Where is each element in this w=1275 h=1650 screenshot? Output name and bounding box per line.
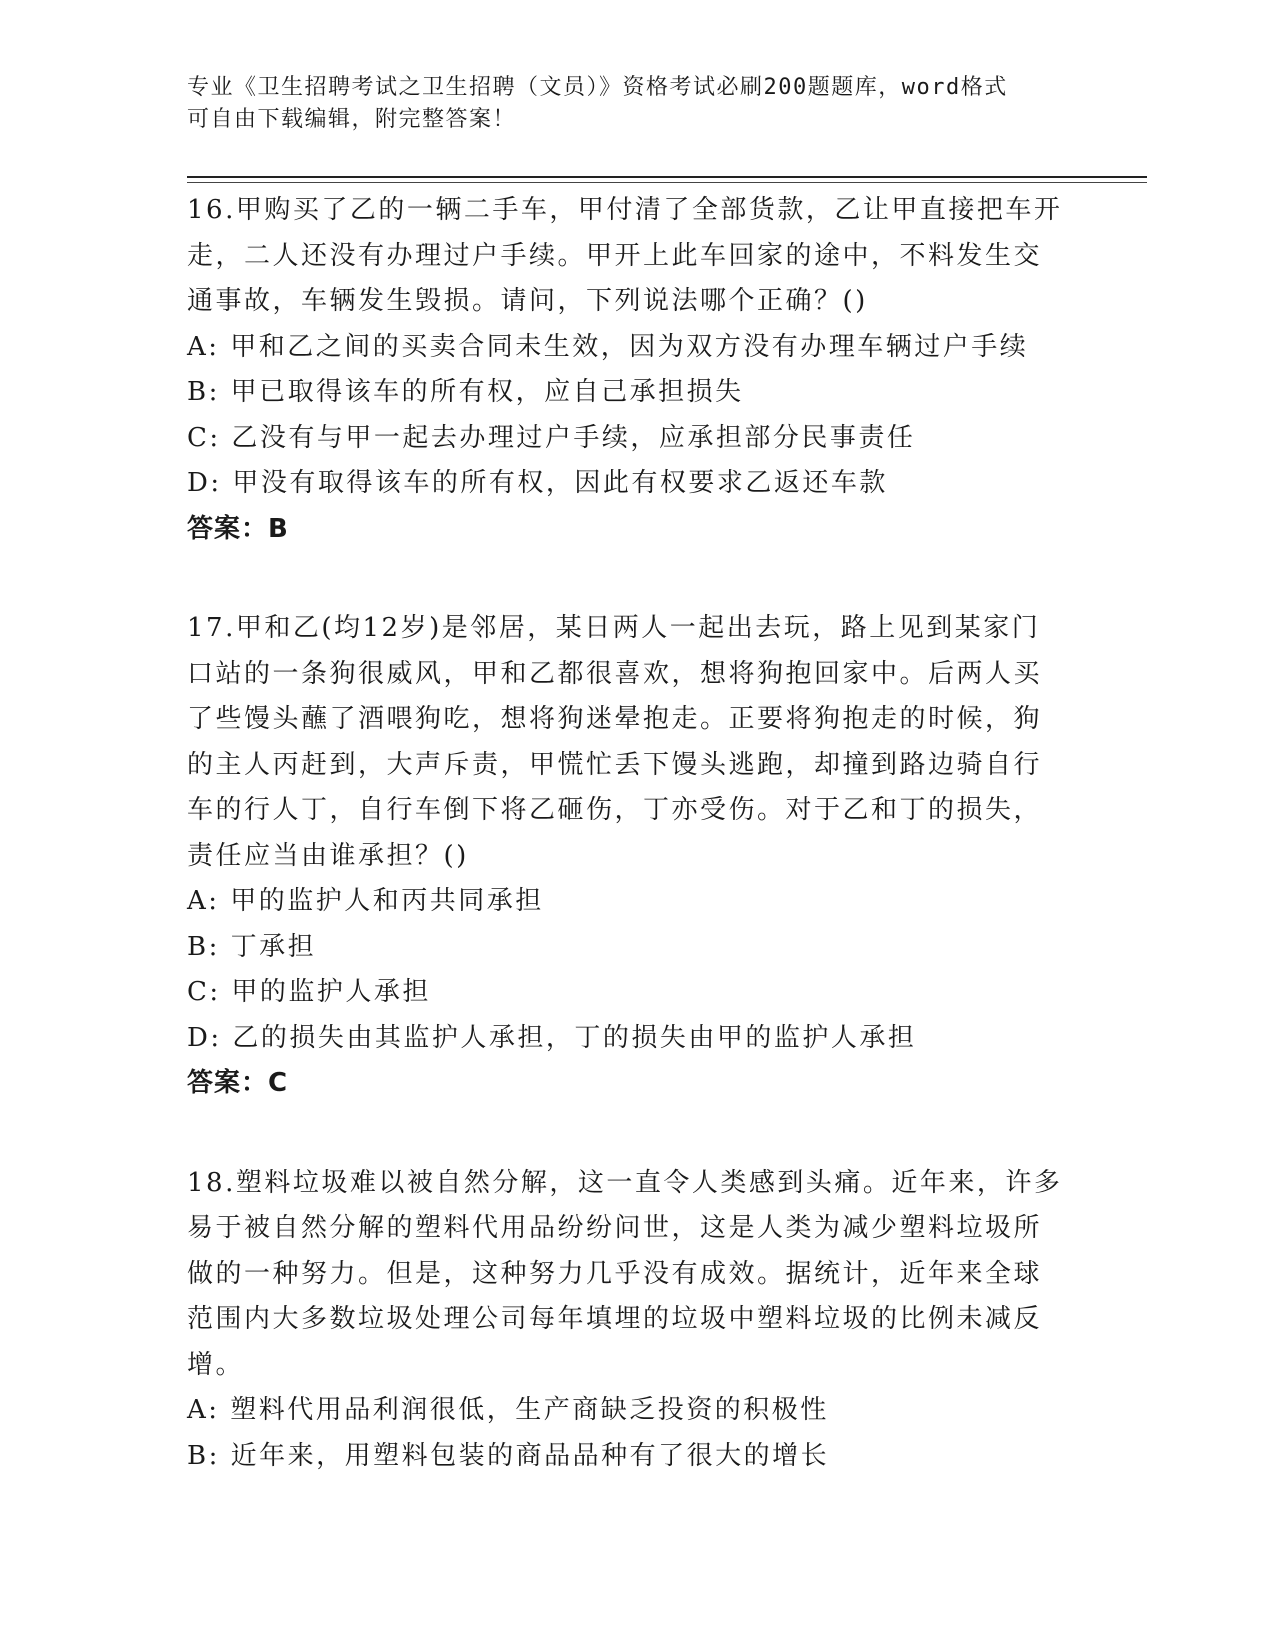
option-b: B: 甲已取得该车的所有权，应自己承担损失 — [187, 377, 744, 407]
question-text-line: 了些馒头蘸了酒喂狗吃，想将狗迷晕抱走。正要将狗抱走的时候，狗 — [187, 704, 1043, 734]
question-18 — [187, 1161, 1087, 1480]
question-text-line: 易于被自然分解的塑料代用品纷纷问世，这是人类为减少塑料垃圾所 — [187, 1213, 1043, 1243]
option-d: D: 甲没有取得该车的所有权，因此有权要求乙返还车款 — [187, 468, 888, 498]
answer-label: 答案：C — [187, 1068, 289, 1098]
question-text-line: 责任应当由谁承担？() — [187, 840, 469, 871]
question-text-line: 17.甲和乙(均12岁)是邻居，某日两人一起出去玩，路上见到某家门 — [187, 613, 1041, 643]
option-c: C: 乙没有与甲一起去办理过户手续，应承担部分民事责任 — [187, 422, 916, 453]
header-divider-thin — [187, 182, 1147, 183]
question-text-line: 16.甲购买了乙的一辆二手车，甲付清了全部货款，乙让甲直接把车开 — [187, 195, 1063, 225]
question-text-line: 走，二人还没有办理过户手续。甲开上此车回家的途中，不料发生交 — [187, 240, 1043, 271]
header-divider-thick — [187, 176, 1147, 178]
question-text-line: 18.塑料垃圾难以被自然分解，这一直令人类感到头痛。近年来，许多 — [187, 1167, 1063, 1198]
header-line-1: 专业《卫生招聘考试之卫生招聘（文员）》资格考试必刷200题题库，word格式 — [187, 75, 1008, 100]
question-text-line: 的主人丙赶到，大声斥责，甲慌忙丢下馒头逃跑，却撞到路边骑自行 — [187, 749, 1043, 780]
option-d: D: 乙的损失由其监护人承担，丁的损失由甲的监护人承担 — [187, 1022, 917, 1053]
option-c: C: 甲的监护人承担 — [187, 977, 431, 1007]
question-text-line: 口站的一条狗很威风，甲和乙都很喜欢，想将狗抱回家中。后两人买 — [187, 658, 1043, 689]
document-header — [187, 72, 1087, 136]
option-a: A: 甲的监护人和丙共同承担 — [187, 886, 544, 916]
question-text-line: 做的一种努力。但是，这种努力几乎没有成效。据统计，近年来全球 — [187, 1258, 1043, 1289]
question-text-line: 增。 — [187, 1349, 245, 1380]
question-17 — [187, 606, 1087, 1107]
question-list — [187, 188, 1087, 1533]
option-a: A: 塑料代用品利润很低，生产商缺乏投资的积极性 — [187, 1395, 829, 1425]
question-text-line: 车的行人丁，自行车倒下将乙砸伤，丁亦受伤。对于乙和丁的损失， — [187, 795, 1043, 825]
option-b: B: 丁承担 — [187, 931, 317, 962]
option-a: A: 甲和乙之间的买卖合同未生效，因为双方没有办理车辆过户手续 — [187, 331, 1029, 362]
question-text-line: 通事故，车辆发生毁损。请问，下列说法哪个正确？() — [187, 286, 868, 316]
option-b: B: 近年来，用塑料包装的商品品种有了很大的增长 — [187, 1440, 830, 1471]
answer-label: 答案：B — [187, 513, 289, 544]
question-16 — [187, 188, 1087, 552]
header-line-2: 可自由下载编辑，附完整答案！ — [187, 107, 517, 132]
question-text-line: 范围内大多数垃圾处理公司每年填埋的垃圾中塑料垃圾的比例未减反 — [187, 1304, 1043, 1334]
